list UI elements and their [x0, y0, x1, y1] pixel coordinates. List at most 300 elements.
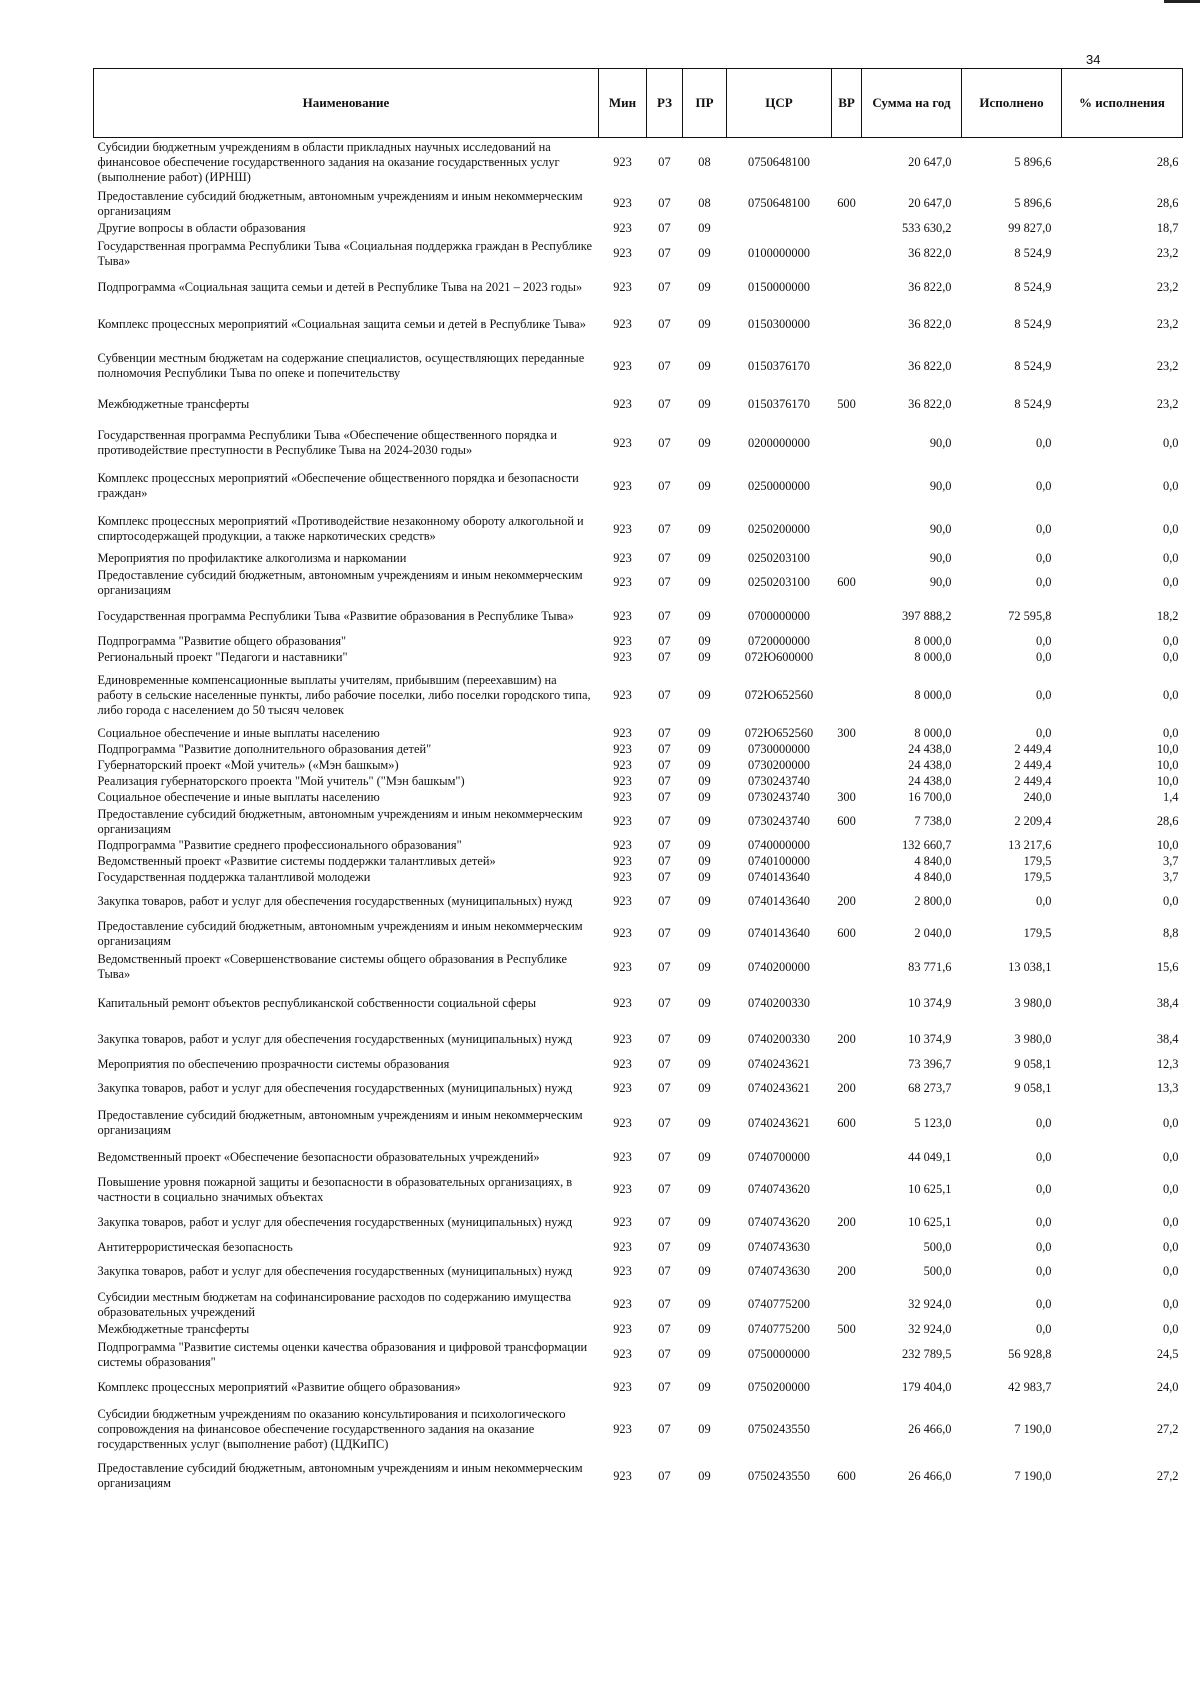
cell-min: 923	[613, 1264, 632, 1279]
header-pct: % исполнения	[1062, 69, 1183, 138]
cell-vr: 600	[837, 814, 856, 829]
cell-vr	[832, 1057, 862, 1073]
cell-name: Другие вопросы в области образования	[97, 221, 306, 236]
cell-pct: 0,0	[1163, 1115, 1179, 1130]
cell-min: 923	[613, 551, 632, 566]
cell-sum: 90,0	[929, 521, 952, 536]
cell-rz: 07	[658, 959, 671, 974]
cell-name: Предоставление субсидий бюджетным, автономным учреждениям и иным некоммерческим организациям	[97, 188, 583, 218]
cell-rz: 07	[658, 1322, 671, 1337]
cell-pct: 0,0	[1163, 1240, 1179, 1255]
cell-vr	[832, 237, 862, 271]
cell-min: 923	[613, 478, 632, 493]
cell-done: 0,0	[1036, 1182, 1052, 1197]
cell-rz: 07	[658, 196, 671, 211]
cell-pr: 09	[698, 1182, 711, 1197]
cell-sum: 20 647,0	[908, 196, 952, 211]
table-row	[94, 918, 1183, 950]
cell-done: 5 896,6	[1014, 196, 1052, 211]
cell-rz: 07	[658, 926, 671, 941]
cell-min: 923	[613, 688, 632, 703]
cell-rz: 07	[658, 634, 671, 649]
corner-mark	[1164, 0, 1200, 3]
table-row	[94, 726, 1183, 742]
cell-csr: 0740200000	[748, 959, 810, 974]
cell-rz: 07	[658, 1468, 671, 1483]
cell-sum: 500,0	[923, 1240, 952, 1255]
cell-min: 923	[613, 959, 632, 974]
cell-pr: 09	[698, 995, 711, 1010]
cell-name: Губернаторский проект «Мой учитель» («Мэн башкым»)	[97, 758, 399, 773]
cell-csr: 0750648100	[748, 196, 810, 211]
cell-min: 923	[613, 894, 632, 909]
table-row	[94, 1142, 1183, 1174]
cell-pr: 09	[698, 358, 711, 373]
cell-pr: 09	[698, 551, 711, 566]
cell-name: Повышение уровня пожарной защиты и безопасности в образовательных организациях, в частности в социально значимых объектах	[97, 1174, 573, 1204]
cell-done: 0,0	[1036, 478, 1052, 493]
cell-sum: 397 888,2	[901, 608, 952, 623]
table-row	[94, 634, 1183, 650]
cell-name: Единовременные компенсационные выплаты учителям, прибывшим (переехавшим) на работу в сельские населенные пункты, либо рабочие поселки, либо поселки городского типа, либо города с населением до 50 тысяч человек	[97, 673, 591, 717]
cell-min: 923	[613, 246, 632, 261]
cell-rz: 07	[658, 575, 671, 590]
cell-pct: 28,6	[1156, 196, 1179, 211]
cell-done: 56 928,8	[1008, 1347, 1052, 1362]
cell-name: Мероприятия по обеспечению прозрачности системы образования	[97, 1057, 450, 1072]
cell-min: 923	[613, 742, 632, 757]
cell-rz: 07	[658, 854, 671, 869]
cell-pct: 0,0	[1163, 894, 1179, 909]
cell-min: 923	[613, 1240, 632, 1255]
cell-pr: 09	[698, 854, 711, 869]
cell-sum: 533 630,2	[901, 221, 952, 236]
cell-sum: 90,0	[929, 575, 952, 590]
cell-done: 8 524,9	[1014, 280, 1052, 295]
cell-vr: 200	[837, 1081, 856, 1096]
cell-rz: 07	[658, 1422, 671, 1437]
cell-pr: 09	[698, 742, 711, 757]
cell-csr: 072Ю652560	[744, 688, 814, 703]
table-row	[94, 742, 1183, 758]
cell-sum: 2 800,0	[914, 894, 952, 909]
cell-done: 72 595,8	[1008, 608, 1052, 623]
cell-vr	[832, 1142, 862, 1174]
cell-pr: 09	[698, 1264, 711, 1279]
cell-done: 0,0	[1036, 894, 1052, 909]
table-row	[94, 422, 1183, 465]
header-vr: ВР	[832, 69, 862, 138]
cell-done: 0,0	[1036, 634, 1052, 649]
cell-vr: 300	[837, 790, 856, 805]
table-row	[94, 138, 1183, 187]
cell-name: Субсидии бюджетным учреждениям по оказанию консультирования и психологического сопровождения на финансовое обеспечение государственного задания на оказание государственных услуг (выполнение работ) (ЦДКиПС)	[97, 1407, 566, 1451]
cell-csr	[727, 221, 832, 237]
cell-min: 923	[613, 1347, 632, 1362]
cell-csr: 0730243740	[748, 814, 810, 829]
cell-name: Ведомственный проект «Развитие системы поддержки талантливых детей»	[97, 854, 496, 869]
cell-sum: 24 438,0	[908, 758, 952, 773]
cell-min: 923	[613, 1115, 632, 1130]
cell-vr: 200	[837, 1215, 856, 1230]
cell-vr	[832, 634, 862, 650]
cell-rz: 07	[658, 317, 671, 332]
table-body	[94, 138, 1183, 1497]
cell-pct: 24,5	[1156, 1347, 1179, 1362]
cell-pr: 09	[698, 317, 711, 332]
cell-pct: 0,0	[1163, 1322, 1179, 1337]
cell-vr	[832, 854, 862, 870]
cell-done: 0,0	[1036, 1150, 1052, 1165]
cell-name: Антитеррористическая безопасность	[97, 1240, 293, 1255]
cell-name: Региональный проект "Педагоги и наставники"	[97, 650, 348, 665]
cell-pr: 09	[698, 435, 711, 450]
cell-sum: 4 840,0	[914, 870, 952, 885]
table-header	[94, 69, 1183, 138]
cell-name: Ведомственный проект «Обеспечение безопасности образовательных учреждений»	[97, 1150, 540, 1165]
cell-pr: 09	[698, 246, 711, 261]
cell-pr: 09	[698, 814, 711, 829]
cell-rz: 07	[658, 478, 671, 493]
cell-sum: 36 822,0	[908, 397, 952, 412]
cell-done: 99 827,0	[1008, 221, 1052, 236]
budget-table	[93, 68, 1183, 1497]
cell-sum: 90,0	[929, 478, 952, 493]
cell-done: 0,0	[1036, 551, 1052, 566]
table-row	[94, 1404, 1183, 1456]
cell-min: 923	[613, 280, 632, 295]
cell-min: 923	[613, 317, 632, 332]
cell-rz: 07	[658, 521, 671, 536]
cell-min: 923	[613, 634, 632, 649]
table-row	[94, 758, 1183, 774]
cell-pct: 10,0	[1156, 742, 1179, 757]
table-row	[94, 854, 1183, 870]
cell-name: Предоставление субсидий бюджетным, автономным учреждениям и иным некоммерческим организациям	[97, 806, 583, 836]
cell-name: Социальное обеспечение и иные выплаты населению	[97, 790, 380, 805]
cell-pct: 23,2	[1156, 358, 1179, 373]
table-row	[94, 237, 1183, 271]
cell-min: 923	[613, 870, 632, 885]
cell-vr	[832, 345, 862, 388]
cell-min: 923	[613, 154, 632, 169]
cell-name: Закупка товаров, работ и услуг для обеспечения государственных (муниципальных) нужд	[97, 1215, 573, 1230]
table-row	[94, 886, 1183, 918]
cell-sum: 16 700,0	[908, 790, 952, 805]
cell-vr: 200	[837, 1031, 856, 1046]
cell-rz: 07	[658, 688, 671, 703]
cell-pct: 0,0	[1163, 1297, 1179, 1312]
cell-name: Предоставление субсидий бюджетным, автономным учреждениям и иным некоммерческим организациям	[97, 918, 583, 948]
cell-done: 3 980,0	[1014, 995, 1052, 1010]
cell-vr	[832, 666, 862, 726]
table-row	[94, 870, 1183, 886]
cell-pr: 09	[698, 1240, 711, 1255]
cell-min: 923	[613, 608, 632, 623]
cell-min: 923	[613, 221, 632, 236]
cell-pct: 0,0	[1163, 726, 1179, 741]
cell-done: 0,0	[1036, 650, 1052, 665]
cell-min: 923	[613, 726, 632, 741]
cell-vr	[832, 551, 862, 567]
cell-pct: 0,0	[1163, 634, 1179, 649]
table-row	[94, 508, 1183, 551]
header-sum: Сумма на год	[862, 69, 962, 138]
cell-pct: 1,4	[1163, 790, 1179, 805]
cell-pr: 09	[698, 790, 711, 805]
cell-vr	[832, 1288, 862, 1322]
cell-vr	[832, 1240, 862, 1256]
cell-rz: 07	[658, 870, 671, 885]
cell-name: Закупка товаров, работ и услуг для обеспечения государственных (муниципальных) нужд	[97, 1264, 573, 1279]
cell-done: 0,0	[1036, 1215, 1052, 1230]
cell-pct: 24,0	[1156, 1380, 1179, 1395]
cell-vr: 200	[837, 1264, 856, 1279]
cell-pr: 09	[698, 1115, 711, 1130]
table-row	[94, 221, 1183, 237]
cell-sum: 8 000,0	[914, 688, 952, 703]
cell-csr: 0730000000	[748, 742, 810, 757]
cell-pr: 09	[698, 1380, 711, 1395]
cell-rz: 07	[658, 1057, 671, 1072]
cell-rz: 07	[658, 1347, 671, 1362]
cell-rz: 07	[658, 1240, 671, 1255]
cell-name: Межбюджетные трансферты	[97, 1322, 250, 1337]
cell-sum: 10 625,1	[908, 1182, 952, 1197]
cell-name: Подпрограмма "Развитие общего образования"	[97, 634, 347, 649]
cell-vr	[832, 138, 862, 187]
cell-name: Реализация губернаторского проекта "Мой учитель" ("Мэн башкым")	[97, 774, 465, 789]
cell-min: 923	[613, 1150, 632, 1165]
cell-done: 0,0	[1036, 1322, 1052, 1337]
header-done: Исполнено	[962, 69, 1062, 138]
cell-done: 9 058,1	[1014, 1057, 1052, 1072]
cell-min: 923	[613, 1297, 632, 1312]
cell-csr: 0740143640	[748, 926, 810, 941]
cell-name: Государственная программа Республики Тыва «Развитие образования в Республике Тыва»	[97, 608, 574, 623]
cell-sum: 36 822,0	[908, 280, 952, 295]
table-row	[94, 1240, 1183, 1256]
table-row	[94, 551, 1183, 567]
cell-pr: 09	[698, 758, 711, 773]
cell-sum: 32 924,0	[908, 1322, 952, 1337]
cell-csr: 0150000000	[748, 280, 810, 295]
table-row	[94, 1057, 1183, 1073]
cell-pr: 09	[698, 397, 711, 412]
cell-vr	[832, 508, 862, 551]
page-number: 34	[1086, 52, 1101, 67]
cell-pct: 27,2	[1156, 1468, 1179, 1483]
table-row	[94, 774, 1183, 790]
cell-min: 923	[613, 758, 632, 773]
cell-vr	[832, 1372, 862, 1404]
cell-sum: 500,0	[923, 1264, 952, 1279]
cell-csr: 0730243740	[748, 774, 810, 789]
cell-min: 923	[613, 1468, 632, 1483]
cell-sum: 68 273,7	[908, 1081, 952, 1096]
cell-done: 179,5	[1023, 926, 1052, 941]
cell-sum: 232 789,5	[901, 1347, 952, 1362]
cell-pr: 09	[698, 1347, 711, 1362]
cell-vr	[832, 838, 862, 854]
cell-csr: 0740700000	[748, 1150, 810, 1165]
cell-vr: 600	[837, 575, 856, 590]
cell-pct: 0,0	[1163, 1215, 1179, 1230]
cell-pr: 09	[698, 634, 711, 649]
table-row	[94, 305, 1183, 345]
cell-sum: 73 396,7	[908, 1057, 952, 1072]
cell-vr: 600	[837, 1115, 856, 1130]
cell-pr: 09	[698, 838, 711, 853]
cell-min: 923	[613, 650, 632, 665]
cell-sum: 20 647,0	[908, 154, 952, 169]
cell-csr: 0740243621	[748, 1115, 810, 1130]
cell-sum: 8 000,0	[914, 650, 952, 665]
cell-sum: 10 374,9	[908, 1031, 952, 1046]
cell-done: 42 983,7	[1008, 1380, 1052, 1395]
table-row	[94, 650, 1183, 666]
cell-rz: 07	[658, 1150, 671, 1165]
cell-pr: 08	[698, 154, 711, 169]
header-csr: ЦСР	[727, 69, 832, 138]
cell-sum: 179 404,0	[901, 1380, 952, 1395]
header-pr: ПР	[683, 69, 727, 138]
table-row	[94, 1338, 1183, 1372]
cell-done: 0,0	[1036, 575, 1052, 590]
table-row	[94, 1372, 1183, 1404]
cell-min: 923	[613, 1380, 632, 1395]
cell-min: 923	[613, 926, 632, 941]
cell-vr: 300	[837, 726, 856, 741]
cell-pct: 15,6	[1156, 959, 1179, 974]
table-row	[94, 1105, 1183, 1142]
cell-pct: 10,0	[1156, 774, 1179, 789]
cell-pct: 0,0	[1163, 650, 1179, 665]
cell-name: Государственная программа Республики Тыва «Социальная поддержка граждан в Республике Тыва»	[97, 238, 592, 268]
cell-pct: 0,0	[1163, 1150, 1179, 1165]
cell-sum: 90,0	[929, 435, 952, 450]
cell-done: 0,0	[1036, 726, 1052, 741]
cell-name: Подпрограмма "Развитие дополнительного образования детей"	[97, 742, 432, 757]
cell-csr: 0750000000	[748, 1347, 810, 1362]
cell-done: 240,0	[1023, 790, 1052, 805]
cell-csr: 0740000000	[748, 838, 810, 853]
cell-rz: 07	[658, 1264, 671, 1279]
table-row	[94, 806, 1183, 838]
cell-rz: 07	[658, 650, 671, 665]
table-row	[94, 950, 1183, 985]
cell-pr: 09	[698, 1081, 711, 1096]
cell-pct: 0,0	[1163, 575, 1179, 590]
cell-csr: 0750200000	[748, 1380, 810, 1395]
cell-rz: 07	[658, 758, 671, 773]
cell-min: 923	[613, 854, 632, 869]
table-row	[94, 790, 1183, 806]
cell-name: Социальное обеспечение и иные выплаты населению	[97, 726, 380, 741]
cell-vr: 600	[837, 196, 856, 211]
cell-csr: 0740200330	[748, 1031, 810, 1046]
cell-pr: 09	[698, 1468, 711, 1483]
cell-rz: 07	[658, 1081, 671, 1096]
cell-name: Закупка товаров, работ и услуг для обеспечения государственных (муниципальных) нужд	[97, 1031, 573, 1046]
cell-min: 923	[613, 1031, 632, 1046]
cell-pr: 09	[698, 1150, 711, 1165]
cell-name: Подпрограмма «Социальная защита семьи и детей в Республике Тыва на 2021 – 2023 годы»	[97, 280, 583, 295]
cell-name: Капитальный ремонт объектов республиканской собственности социальной сферы	[97, 995, 537, 1010]
cell-pr: 09	[698, 608, 711, 623]
cell-name: Мероприятия по профилактике алкоголизма и наркомании	[97, 551, 407, 566]
cell-rz: 07	[658, 790, 671, 805]
cell-min: 923	[613, 521, 632, 536]
cell-name: Предоставление субсидий бюджетным, автономным учреждениям и иным некоммерческим организациям	[97, 1108, 583, 1137]
cell-rz: 07	[658, 894, 671, 909]
cell-rz: 07	[658, 1215, 671, 1230]
cell-name: Закупка товаров, работ и услуг для обеспечения государственных (муниципальных) нужд	[97, 894, 573, 909]
cell-rz: 07	[658, 435, 671, 450]
cell-csr: 0740743620	[748, 1182, 810, 1197]
cell-pct: 8,8	[1163, 926, 1179, 941]
cell-vr: 600	[837, 926, 856, 941]
cell-pct: 0,0	[1163, 688, 1179, 703]
cell-rz: 07	[658, 551, 671, 566]
cell-pct: 0,0	[1163, 435, 1179, 450]
cell-sum: 2 040,0	[914, 926, 952, 941]
cell-done: 8 524,9	[1014, 397, 1052, 412]
cell-vr: 500	[837, 1322, 856, 1337]
cell-csr: 0730243740	[748, 790, 810, 805]
cell-min: 923	[613, 995, 632, 1010]
table-row	[94, 1206, 1183, 1240]
cell-sum: 26 466,0	[908, 1468, 952, 1483]
table-row	[94, 388, 1183, 422]
cell-done: 8 524,9	[1014, 317, 1052, 332]
cell-csr: 0740743620	[748, 1215, 810, 1230]
cell-min: 923	[613, 196, 632, 211]
cell-pct: 28,6	[1156, 814, 1179, 829]
cell-vr	[832, 599, 862, 634]
cell-sum: 10 374,9	[908, 995, 952, 1010]
cell-name: Предоставление субсидий бюджетным, автономным учреждениям и иным некоммерческим организациям	[97, 1461, 583, 1490]
cell-vr	[832, 774, 862, 790]
table-row	[94, 599, 1183, 634]
cell-min: 923	[613, 575, 632, 590]
cell-rz: 07	[658, 995, 671, 1010]
cell-csr: 0740243621	[748, 1057, 810, 1072]
cell-name: Государственная программа Республики Тыва «Обеспечение общественного порядка и противодействие преступности в Республике Тыва на 2024-2030 годы»	[97, 428, 558, 457]
cell-pr: 09	[698, 650, 711, 665]
cell-rz: 07	[658, 726, 671, 741]
cell-csr: 0720000000	[748, 634, 810, 649]
cell-vr	[832, 870, 862, 886]
cell-min: 923	[613, 1422, 632, 1437]
cell-pr: 09	[698, 280, 711, 295]
cell-pct: 23,2	[1156, 317, 1179, 332]
cell-min: 923	[613, 814, 632, 829]
cell-csr: 0740775200	[748, 1297, 810, 1312]
cell-csr: 0250203100	[748, 551, 810, 566]
cell-sum: 36 822,0	[908, 246, 952, 261]
cell-min: 923	[613, 1081, 632, 1096]
cell-min: 923	[613, 397, 632, 412]
cell-vr: 200	[837, 894, 856, 909]
cell-pct: 18,7	[1156, 221, 1179, 236]
cell-rz: 07	[658, 397, 671, 412]
cell-sum: 26 466,0	[908, 1422, 952, 1437]
header-rz: РЗ	[647, 69, 683, 138]
cell-pct: 12,3	[1156, 1057, 1179, 1072]
cell-min: 923	[613, 790, 632, 805]
cell-min: 923	[613, 435, 632, 450]
